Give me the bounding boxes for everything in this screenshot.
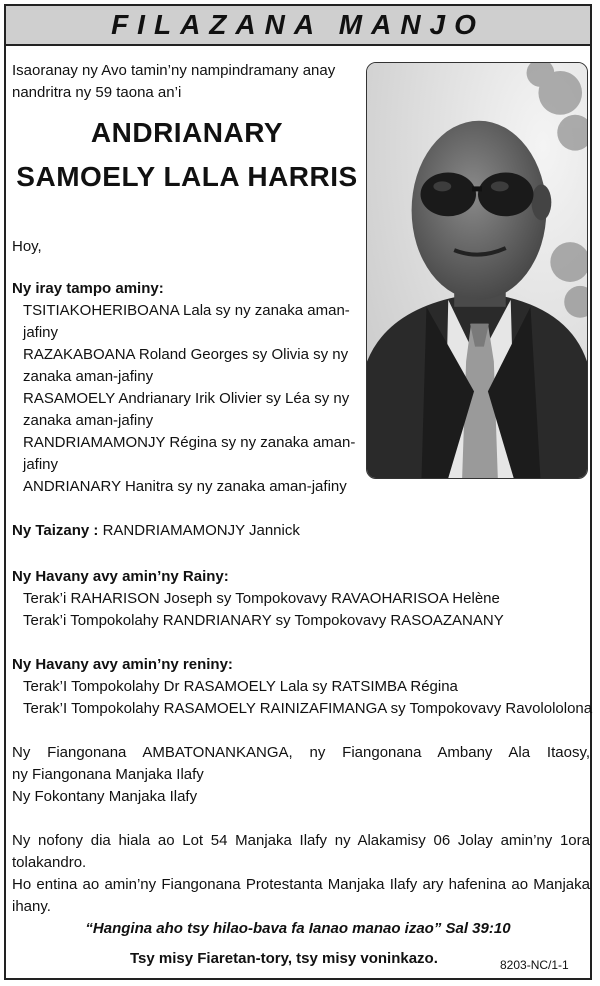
section-heading: Ny Havany avy amin’ny Rainy: <box>12 568 229 585</box>
section-nofony <box>12 830 590 918</box>
section-havany-rainy <box>12 566 504 632</box>
deceased-photo <box>366 62 588 479</box>
fiangonana-line: Ny Fokontany Manjaka Ilafy <box>12 788 198 805</box>
list-item: RANDRIAMAMONJY Régina sy ny zanaka aman- <box>23 434 356 451</box>
section-taizany <box>12 520 300 542</box>
section-fiangonana <box>12 742 590 808</box>
fiangonana-line: Ny Fiangonana AMBATONANKANGA, ny Fiangonana Ambany Ala Itaosy, <box>12 744 590 761</box>
deceased-name-line: ANDRIANARY <box>90 117 284 148</box>
reference-code: 8203-NC/1-1 <box>500 958 569 972</box>
closing-note: Tsy misy Fiaretan-tory, tsy misy voninkazo. <box>130 950 438 967</box>
list-item: zanaka aman-jafiny <box>23 412 154 429</box>
list-item: Terak’i Tompokolahy RANDRIANARY sy Tompokovavy RASOAZANANY <box>23 612 504 629</box>
list-item: jafiny <box>23 324 59 341</box>
list-item: TSITIAKOHERIBOANA Lala sy ny zanaka aman- <box>23 302 350 319</box>
bible-quote: “Hangina aho tsy hilao-bava fa Ianao manao izao” Sal 39:10 <box>85 920 511 937</box>
intro-line: nandritra ny 59 taona an’i <box>12 84 182 101</box>
list-item: RAZAKABOANA Roland Georges sy Olivia sy ny <box>23 346 349 363</box>
greeting: Hoy, <box>12 238 42 255</box>
nofony-line: Ny nofony dia hiala ao Lot 54 Manjaka Ilafy ny Alakamisy 06 Jolay amin’ny 1ora <box>12 832 590 849</box>
nofony-line: ihany. <box>12 898 51 915</box>
intro-line: Isaoranay ny Avo tamin’ny nampindramany anay <box>12 62 336 79</box>
list-item: jafiny <box>23 456 59 473</box>
notice-title: FILAZANA MANJO <box>111 9 485 40</box>
taizany-value: RANDRIAMAMONJY Jannick <box>102 522 300 539</box>
section-havany-reniny <box>12 654 592 720</box>
section-tampo <box>12 278 355 498</box>
list-item: RASAMOELY Andrianary Irik Olivier sy Léa sy ny <box>23 390 350 407</box>
fiangonana-line: ny Fiangonana Manjaka Ilafy <box>12 766 204 783</box>
deceased-name-line: SAMOELY LALA HARRIS <box>16 161 358 192</box>
list-item: Terak’I Tompokolahy RASAMOELY RAINIZAFIMANGA sy Tompokovavy Ravolololona <box>23 700 593 717</box>
list-item: Terak’i RAHARISON Joseph sy Tompokovavy RAVAOHARISOA Helène <box>23 590 500 607</box>
notice-header <box>6 6 590 46</box>
nofony-line: tolakandro. <box>12 854 87 871</box>
list-item: ANDRIANARY Hanitra sy ny zanaka aman-jafiny <box>23 478 347 495</box>
section-heading: Ny iray tampo aminy: <box>12 280 164 297</box>
list-item: Terak’I Tompokolahy Dr RASAMOELY Lala sy RATSIMBA Régina <box>23 678 458 695</box>
list-item: zanaka aman-jafiny <box>23 368 154 385</box>
nofony-line: Ho entina ao amin’ny Fiangonana Protestanta Manjaka Ilafy ary hafenina ao Manjaka <box>12 876 590 893</box>
taizany-label: Ny Taizany : <box>12 522 99 539</box>
section-heading: Ny Havany avy amin’ny reniny: <box>12 656 233 673</box>
intro-text <box>12 60 362 104</box>
